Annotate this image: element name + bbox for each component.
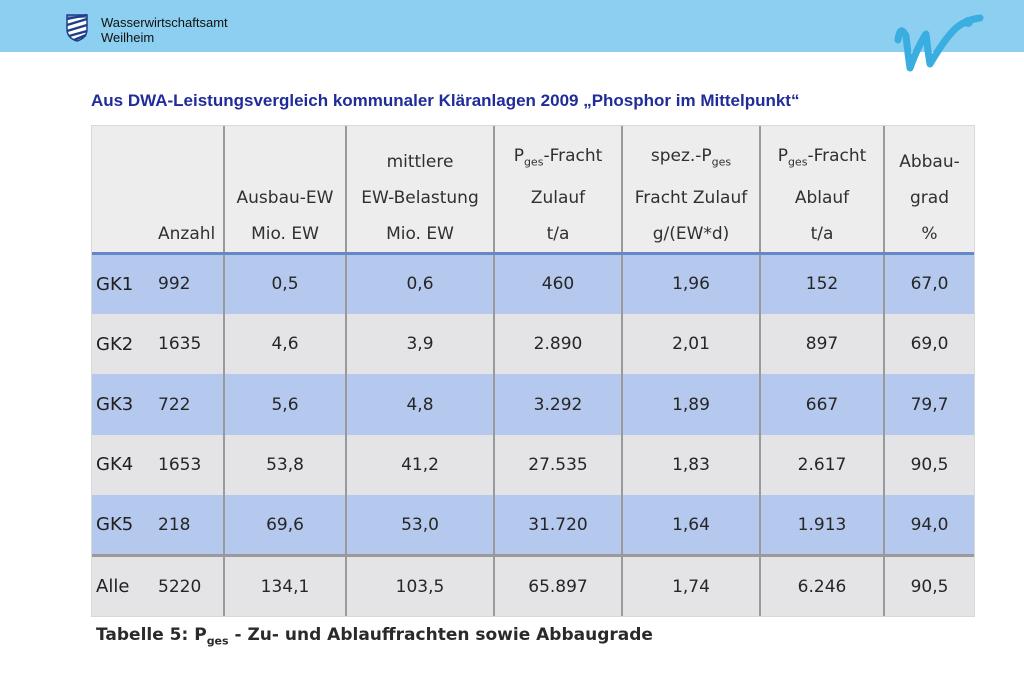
cell-ausbau: 69,6 [224,495,346,555]
table-row [92,254,974,314]
header-gk [92,126,154,254]
cell-belastung: 0,6 [346,254,494,314]
cell-spez: 1,83 [622,435,760,495]
cell-anzahl: 1653 [154,435,224,495]
cell-gk: GK5 [92,495,154,555]
header-pges-zulauf: $P_{ges}$-Fracht Zulauf t/a [494,126,622,254]
cell-gk: GK3 [92,374,154,434]
table-row [92,435,974,495]
org-line1: Wasserwirtschaftsamt [101,15,228,30]
header-spez-pges: $spez.-P_{ges}$ Fracht Zulauf g/(EW*d) [622,126,760,254]
cell-belastung: 103,5 [346,556,494,616]
cell-belastung: 3,9 [346,314,494,374]
cell-spez: 2,01 [622,314,760,374]
organization-name [101,15,228,45]
cell-ablauf: 1.913 [760,495,884,555]
cell-gk: Alle [92,556,154,616]
header-pges-ablauf: $P_{ges}$-Fracht Ablauf t/a [760,126,884,254]
cell-spez: 1,96 [622,254,760,314]
phosphorus-table [92,126,974,616]
table-row [92,495,974,555]
header-abbaugrad: Abbau- grad % [884,126,974,254]
cell-ausbau: 0,5 [224,254,346,314]
cell-spez: 1,64 [622,495,760,555]
water-w-logo-icon [888,12,984,78]
cell-spez: 1,89 [622,374,760,434]
cell-zulauf: 27.535 [494,435,622,495]
cell-belastung: 53,0 [346,495,494,555]
cell-belastung: 41,2 [346,435,494,495]
cell-ablauf: 2.617 [760,435,884,495]
cell-anzahl: 722 [154,374,224,434]
bavaria-coat-of-arms-icon [66,14,88,42]
cell-anzahl: 992 [154,254,224,314]
cell-gk: GK2 [92,314,154,374]
header-anzahl: Anzahl [154,126,224,254]
cell-zulauf: 31.720 [494,495,622,555]
header-ew-belastung: mittlere EW-Belastung Mio. EW [346,126,494,254]
cell-abbau: 69,0 [884,314,974,374]
cell-zulauf: 460 [494,254,622,314]
page-title: Aus DWA-Leistungsvergleich kommunaler Kläranlagen 2009 „Phosphor im Mittelpunkt“ [91,91,800,110]
cell-abbau: 67,0 [884,254,974,314]
cell-anzahl: 1635 [154,314,224,374]
cell-ablauf: 667 [760,374,884,434]
table-caption: Tabelle 5: $P_{ges} - Zu-$ und Ablauffrachten sowie Abbaugrade [96,625,653,648]
table-row-total [92,556,974,616]
cell-zulauf: 65.897 [494,556,622,616]
cell-belastung: 4,8 [346,374,494,434]
cell-gk: GK4 [92,435,154,495]
cell-abbau: 79,7 [884,374,974,434]
cell-anzahl: 5220 [154,556,224,616]
cell-ausbau: 4,6 [224,314,346,374]
cell-gk: GK1 [92,254,154,314]
table-row [92,314,974,374]
org-line2: Weilheim [101,30,155,45]
cell-abbau: 90,5 [884,435,974,495]
cell-ausbau: 53,8 [224,435,346,495]
cell-zulauf: 3.292 [494,374,622,434]
cell-ablauf: 897 [760,314,884,374]
cell-spez: 1,74 [622,556,760,616]
cell-anzahl: 218 [154,495,224,555]
cell-ausbau: 5,6 [224,374,346,434]
scanned-table-image [91,125,975,617]
table-row [92,374,974,434]
header-ausbau-ew: Ausbau-EW Mio. EW [224,126,346,254]
cell-abbau: 90,5 [884,556,974,616]
header-bar [0,0,1024,52]
cell-ablauf: 6.246 [760,556,884,616]
table-header-row [92,126,974,254]
cell-zulauf: 2.890 [494,314,622,374]
cell-abbau: 94,0 [884,495,974,555]
cell-ablauf: 152 [760,254,884,314]
cell-ausbau: 134,1 [224,556,346,616]
